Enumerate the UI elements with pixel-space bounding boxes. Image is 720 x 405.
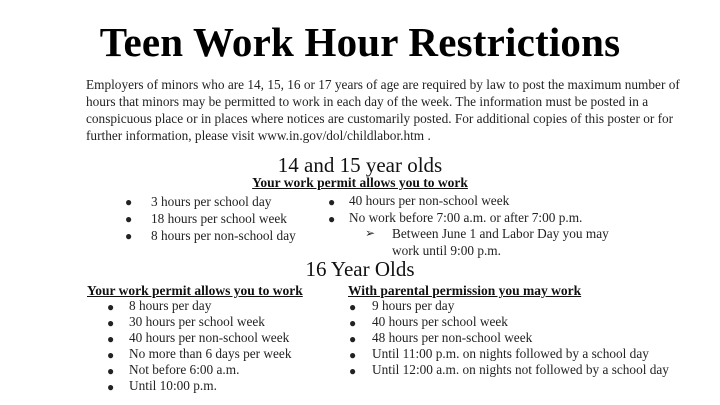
list-item: 40 hours per non-school week bbox=[129, 330, 290, 345]
bullet-icon: ● bbox=[349, 348, 357, 362]
bullet-icon: ● bbox=[125, 212, 133, 226]
list-item: No work before 7:00 a.m. or after 7:00 p.m. bbox=[349, 210, 583, 225]
right-column-heading: With parental permission you may work bbox=[348, 283, 582, 298]
list-item: 40 hours per non-school week bbox=[349, 193, 510, 208]
left-column-heading: Your work permit allows you to work bbox=[87, 283, 303, 298]
bullet-icon: ● bbox=[328, 212, 336, 226]
section-heading-16: 16 Year Olds bbox=[305, 257, 415, 281]
list-item: No more than 6 days per week bbox=[129, 346, 292, 361]
list-item: 30 hours per school week bbox=[129, 314, 265, 329]
intro-paragraph: Employers of minors who are 14, 15, 16 or 17 years of age are required by law to post the maximum number of hours that minors may be permitted to work in each day of the week. The information must be posted in a conspicuous place or in places where notices are customarily posted. For additional copies of this poster or for further information, please visit www.in.gov/dol/childlabor.htm . bbox=[86, 77, 680, 143]
bullet-icon: ● bbox=[349, 316, 357, 330]
list-item: Until 10:00 p.m. bbox=[129, 378, 217, 393]
bullet-icon: ● bbox=[349, 332, 357, 346]
list-item: 40 hours per school week bbox=[372, 314, 508, 329]
bullet-icon: ● bbox=[125, 229, 133, 243]
arrow-bullet-icon: ➢ bbox=[365, 226, 376, 240]
list-item: 48 hours per non-school week bbox=[372, 330, 533, 345]
bullet-icon: ● bbox=[107, 380, 115, 394]
page-title: Teen Work Hour Restrictions bbox=[99, 19, 621, 65]
bullet-icon: ● bbox=[107, 348, 115, 362]
list-item: 8 hours per day bbox=[129, 298, 212, 313]
bullet-icon: ● bbox=[349, 300, 357, 314]
list-item: Until 11:00 p.m. on nights followed by a school day bbox=[372, 346, 649, 361]
list-item: Until 12:00 a.m. on nights not followed by a school day bbox=[372, 362, 669, 377]
bullet-icon: ● bbox=[328, 195, 336, 209]
bullet-icon: ● bbox=[349, 364, 357, 378]
list-item: 3 hours per school day bbox=[151, 194, 272, 209]
section-heading-14-15: 14 and 15 year olds bbox=[277, 153, 443, 177]
bullet-icon: ● bbox=[125, 195, 133, 209]
bullet-icon: ● bbox=[107, 332, 115, 346]
list-item: 8 hours per non-school day bbox=[151, 228, 296, 243]
list-item: Between June 1 and Labor Day you may work until 9:00 p.m. bbox=[392, 226, 609, 258]
section-subheading-14-15: Your work permit allows you to work bbox=[252, 175, 468, 190]
bullet-icon: ● bbox=[107, 300, 115, 314]
list-item: 18 hours per school week bbox=[151, 211, 287, 226]
list-item: 9 hours per day bbox=[372, 298, 455, 313]
bullet-icon: ● bbox=[107, 364, 115, 378]
bullet-icon: ● bbox=[107, 316, 115, 330]
list-item: Not before 6:00 a.m. bbox=[129, 362, 240, 377]
